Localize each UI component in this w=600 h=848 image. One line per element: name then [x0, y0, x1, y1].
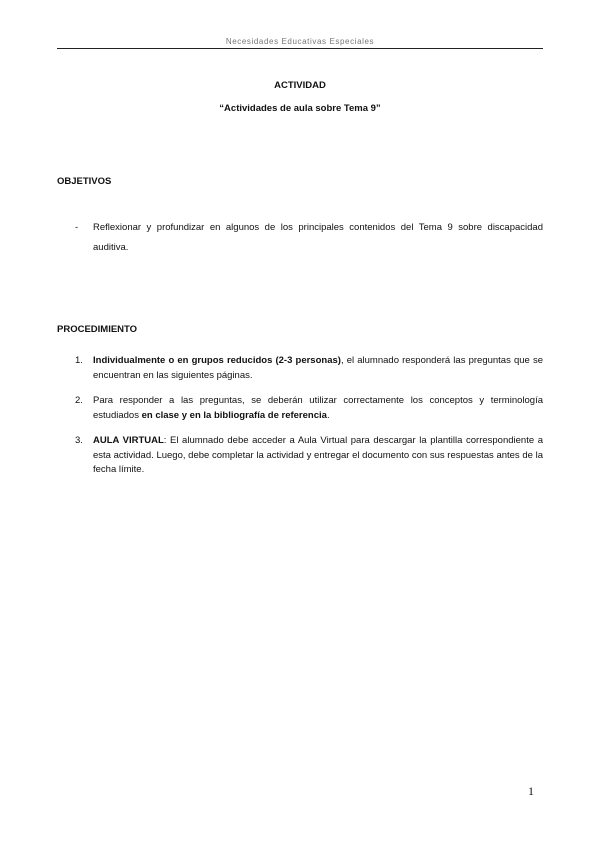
objectives-heading: OBJETIVOS: [57, 176, 112, 187]
objective-text: Reflexionar y profundizar en algunos de los principales contenidos del Tema 9 sobre discapacidad auditiva.: [93, 222, 543, 253]
procedure-body: : El alumnado debe acceder a Aula Virtual para descargar la plantilla correspondiente a esta actividad. Luego, debe completar la actividad y entregar el documento con sus respuestas antes de la fecha límite.: [93, 435, 543, 475]
page-number: 1: [528, 784, 534, 798]
procedure-text: [93, 434, 543, 478]
procedure-item: [75, 354, 543, 383]
procedure-body-end: .: [326, 409, 330, 421]
procedure-heading: PROCEDIMIENTO: [57, 324, 138, 335]
procedure-number: 1.: [75, 355, 83, 366]
procedure-item: [75, 394, 543, 423]
running-header: Necesidades Educativas Especiales: [225, 37, 375, 46]
header-rule: [57, 48, 543, 49]
procedure-body: , el alumnado responderá las preguntas que se encuentran en las siguientes páginas.: [93, 355, 544, 381]
procedure-bold-lead: Individualmente o en grupos reducidos (2-3 personas): [93, 355, 341, 366]
document-subtitle: “Actividades de aula sobre Tema 9”: [219, 103, 381, 114]
objective-item: [75, 218, 543, 258]
procedure-text: [93, 354, 543, 383]
procedure-number: 3.: [75, 435, 83, 446]
procedure-item: [75, 434, 543, 478]
procedure-body: Para responder a las preguntas, se deberán utilizar correctamente los conceptos y terminología estudiados: [93, 395, 543, 421]
procedure-text: [93, 394, 543, 423]
document-title: ACTIVIDAD: [274, 80, 326, 91]
procedure-bold-part: en clase y en la bibliografía de referencia: [141, 409, 327, 421]
procedure-bold-lead: AULA VIRTUAL: [93, 435, 164, 446]
procedure-list: [75, 354, 543, 489]
procedure-number: 2.: [75, 395, 83, 406]
bullet-marker: -: [75, 222, 79, 233]
